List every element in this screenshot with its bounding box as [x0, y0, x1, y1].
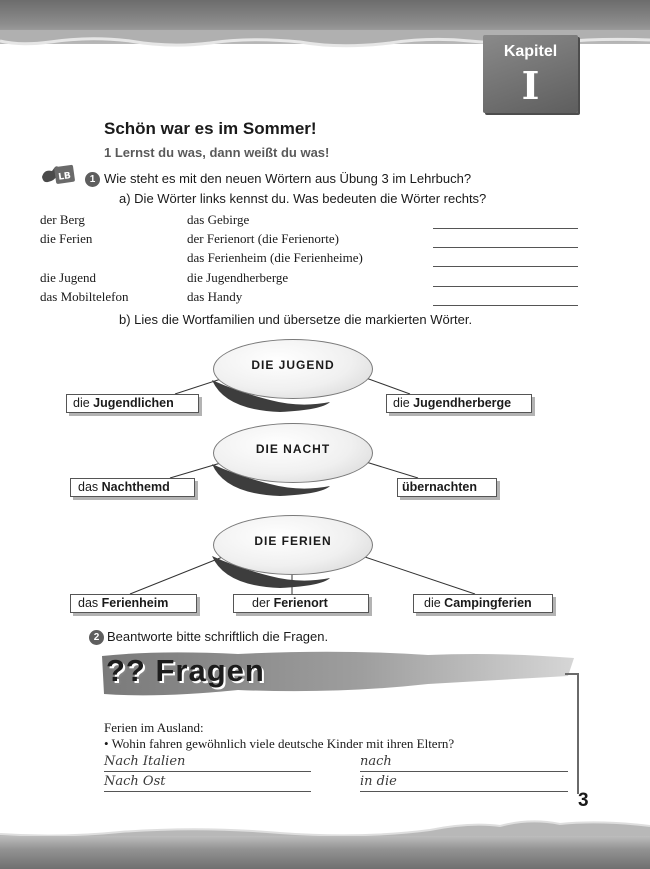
word-left-1: der Berg — [40, 212, 85, 227]
highlighted-word: Jugendherberge — [413, 396, 512, 410]
writing-line-3[interactable] — [104, 791, 311, 792]
highlighted-word: Ferienort — [273, 596, 328, 610]
article: die — [393, 396, 410, 410]
handwritten-answer-2: nach — [360, 754, 392, 769]
family-root-nacht: DIE NACHT — [255, 442, 331, 456]
word-left-5: das Mobiltelefon — [40, 289, 129, 304]
word-right-5: das Handy — [187, 289, 243, 304]
highlighted-word: Jugendlichen — [93, 396, 174, 410]
highlighted-word: Ferienheim — [101, 596, 169, 610]
connector-jugend-right — [366, 378, 410, 394]
exercise-1-part-b: b) Lies die Wortfamilien und übersetze die markierten Wörter. — [119, 312, 473, 327]
handwritten-answer-3: Nach Ost — [104, 774, 166, 789]
writing-line-1[interactable] — [104, 771, 311, 772]
word-right-4: die Jugendherberge — [187, 270, 289, 285]
section-subtitle: 1 Lernst du was, dann weißt du was! — [104, 145, 330, 160]
word-right-2: der Ferienort (die Ferienorte) — [187, 231, 339, 246]
lehrbuch-hand-icon — [40, 163, 76, 189]
article: das — [78, 480, 99, 494]
question-section-title: Ferien im Ausland: — [104, 720, 204, 735]
connector-ferien-right — [356, 554, 475, 594]
kapitel-label: Kapitel — [503, 43, 558, 60]
answer-line-4[interactable] — [433, 286, 578, 287]
writing-line-2[interactable] — [360, 771, 568, 772]
family-word-nachthemd — [70, 478, 195, 497]
family-word-ferienheim — [70, 594, 197, 613]
family-word-campingferien — [413, 594, 553, 613]
article: die — [424, 596, 441, 610]
family-word-jugendherberge — [386, 394, 532, 413]
writing-line-4[interactable] — [360, 791, 568, 792]
exercise-number-1: 1 — [85, 172, 100, 187]
question-text: • Wohin fahren gewöhnlich viele deutsche Kinder mit ihren Eltern? — [104, 736, 455, 751]
highlighted-word: Nachthemd — [101, 480, 170, 494]
bottom-decorative-band — [0, 836, 650, 869]
kapitel-badge — [483, 35, 578, 113]
fragen-banner-title: ?? Fragen — [106, 653, 265, 688]
family-root-ferien: DIE FERIEN — [254, 534, 332, 548]
answer-line-5[interactable] — [433, 305, 578, 306]
word-left-2: die Ferien — [40, 231, 93, 246]
page-title: Schön war es im Sommer! — [104, 119, 317, 138]
lb-badge-text: LB — [57, 171, 72, 183]
family-root-jugend: DIE JUGEND — [251, 358, 335, 372]
connector-nacht-right — [366, 462, 418, 478]
page-number: 3 — [578, 790, 589, 811]
fragen-bracket — [565, 673, 587, 795]
word-right-1: das Gebirge — [187, 212, 250, 227]
exercise-1-question: Wie steht es mit den neuen Wörtern aus Übung 3 im Lehrbuch? — [104, 171, 472, 186]
article: der — [252, 596, 271, 610]
kapitel-number: I — [521, 63, 540, 108]
family-word-uebernachten — [397, 478, 497, 497]
family-word-ferienort — [233, 594, 369, 613]
family-word-jugendlichen — [66, 394, 199, 413]
answer-line-2[interactable] — [433, 247, 578, 248]
answer-line-3[interactable] — [433, 266, 578, 267]
answer-line-1[interactable] — [433, 228, 578, 229]
exercise-2-instruction: Beantworte bitte schriftlich die Fragen. — [107, 629, 329, 644]
word-right-3: das Ferienheim (die Ferienheime) — [187, 250, 363, 265]
handwritten-answer-4: in die — [360, 774, 397, 789]
article: die — [73, 396, 90, 410]
highlighted-word: übernachten — [402, 480, 478, 494]
word-left-4: die Jugend — [40, 270, 96, 285]
article: das — [78, 596, 99, 610]
exercise-1-part-a: a) Die Wörter links kennst du. Was bedeuten die Wörter rechts? — [119, 191, 487, 206]
exercise-number-2: 2 — [89, 630, 104, 645]
handwritten-answer-1: Nach Italien — [104, 754, 186, 769]
highlighted-word: Campingferien — [444, 596, 532, 610]
